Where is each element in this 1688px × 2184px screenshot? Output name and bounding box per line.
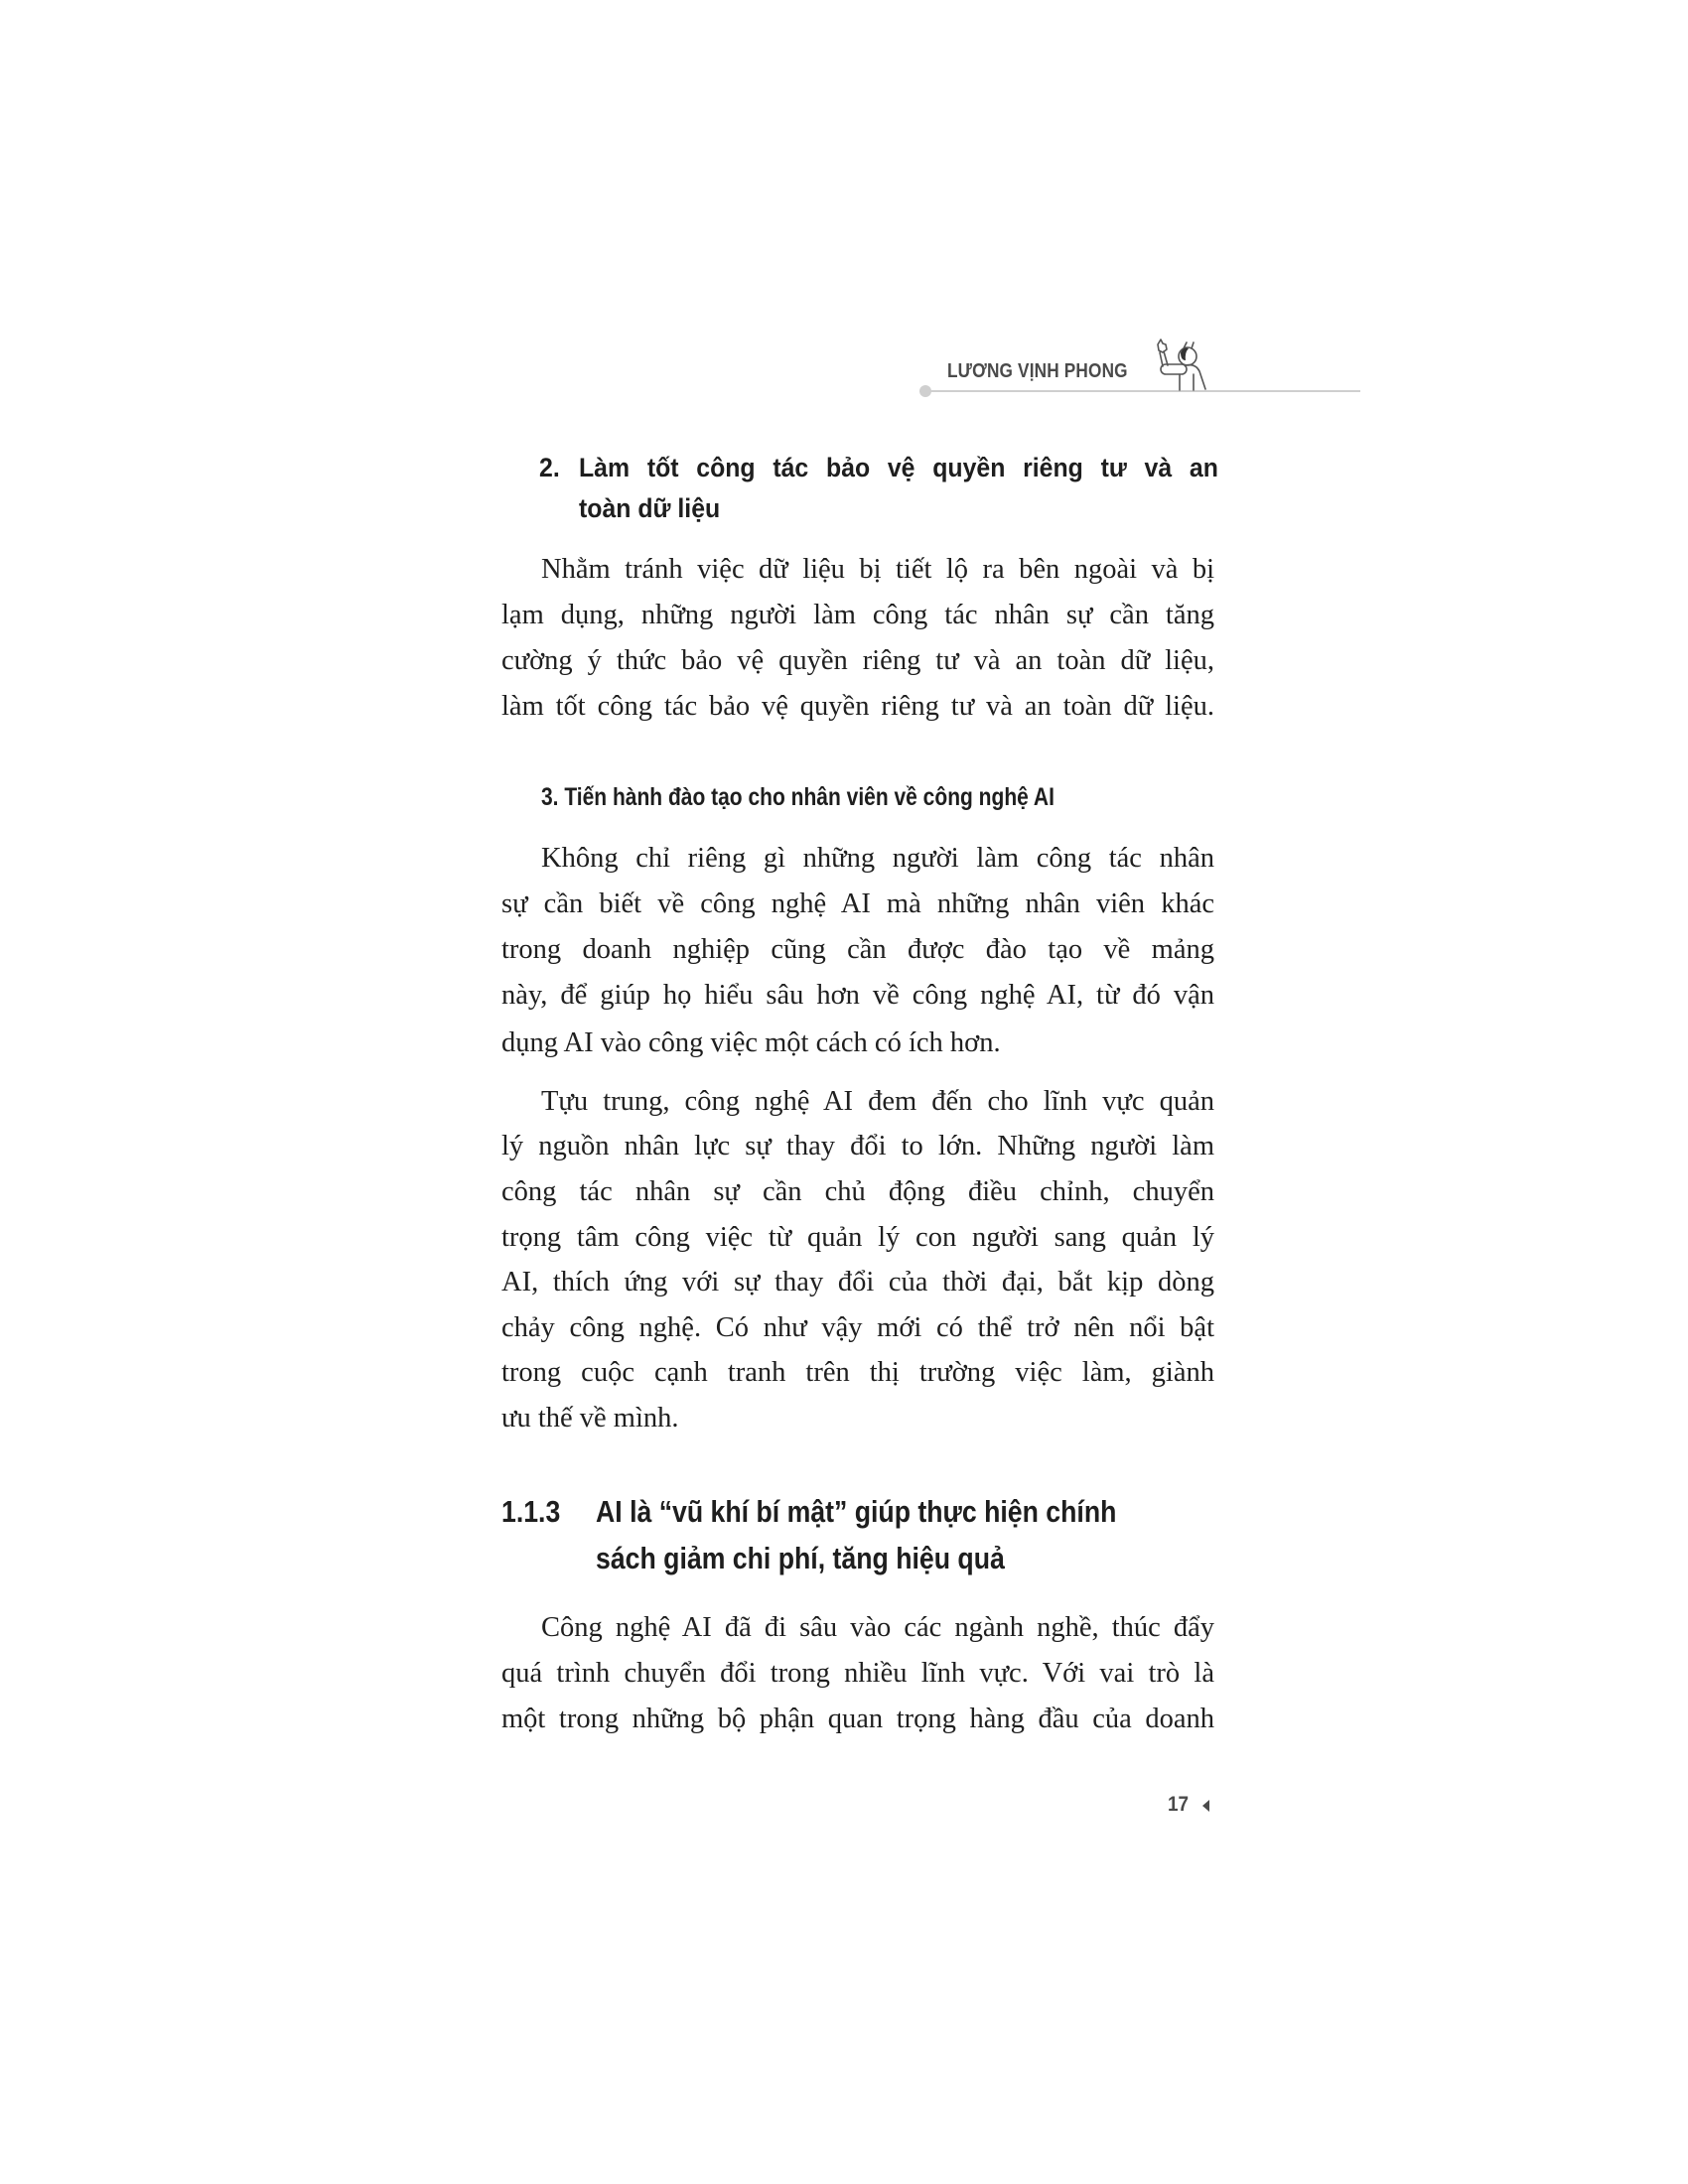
heading-word: riêng xyxy=(1023,453,1083,482)
heading-word: an xyxy=(1189,453,1218,482)
paragraph-line: Công nghệ AI đã đi sâu vào các ngành nghề, thúc đẩy xyxy=(541,1612,1214,1643)
paragraph-line: công tác nhân sự cần chủ động điều chỉnh, chuyển xyxy=(501,1176,1214,1207)
robot-pointing-icon xyxy=(1154,339,1217,392)
heading-word: tư xyxy=(1100,453,1127,482)
section-heading-113-line-2: sách giảm chi phí, tăng hiệu quả xyxy=(596,1541,1005,1575)
header-author: LƯƠNG VỊNH PHONG xyxy=(947,360,1128,382)
paragraph-line: này, để giúp họ hiểu sâu hơn về công nghệ AI, từ đó vận xyxy=(501,980,1214,1011)
heading-word: tốt xyxy=(646,453,679,482)
paragraph-line: sự cần biết về công nghệ AI mà những nhân viên khác xyxy=(501,888,1214,919)
paragraph-line: trọng tâm công việc từ quản lý con người sang quản lý xyxy=(501,1222,1214,1253)
heading-word: quyền xyxy=(932,453,1006,482)
heading-word: công xyxy=(696,453,756,482)
heading-word: Làm xyxy=(579,453,631,482)
paragraph-line: lý nguồn nhân lực sự thay đổi to lớn. Những người làm xyxy=(501,1131,1214,1161)
section-heading-2-line-2: toàn dữ liệu xyxy=(579,493,721,523)
triangle-left-icon xyxy=(1202,1800,1209,1812)
paragraph-line: Nhằm tránh việc dữ liệu bị tiết lộ ra bên ngoài và bị xyxy=(541,554,1214,585)
paragraph-line: Không chỉ riêng gì những người làm công tác nhân xyxy=(541,843,1214,874)
paragraph-line: dụng AI vào công việc một cách có ích hơn. xyxy=(501,1027,1001,1058)
section-heading-113-line-1: AI là “vũ khí bí mật” giúp thực hiện chính xyxy=(596,1494,1117,1529)
section-heading-2-line-1 xyxy=(579,452,1218,483)
paragraph-line: chảy công nghệ. Có như vậy mới có thể trở nên nổi bật xyxy=(501,1312,1214,1343)
paragraph-line: một trong những bộ phận quan trọng hàng đầu của doanh xyxy=(501,1704,1214,1734)
paragraph-line: Tựu trung, công nghệ AI đem đến cho lĩnh vực quản xyxy=(541,1086,1214,1117)
header-rule xyxy=(927,390,1360,392)
section-heading-3: 3. Tiến hành đào tạo cho nhân viên về công nghệ AI xyxy=(541,783,1055,811)
paragraph-line: làm tốt công tác bảo vệ quyền riêng tư và an toàn dữ liệu. xyxy=(501,691,1214,722)
paragraph-line: ưu thế về mình. xyxy=(501,1403,679,1433)
paragraph-line: trong cuộc cạnh tranh trên thị trường việc làm, giành xyxy=(501,1357,1214,1388)
paragraph-line: lạm dụng, những người làm công tác nhân sự cần tăng xyxy=(501,600,1214,630)
page-number: 17 xyxy=(1168,1793,1190,1816)
section-number: 1.1.3 xyxy=(501,1494,561,1529)
paragraph-line: quá trình chuyển đổi trong nhiều lĩnh vực. Với vai trò là xyxy=(501,1658,1214,1689)
heading-word: và xyxy=(1144,453,1173,482)
heading-word: vệ xyxy=(887,453,915,482)
section-number: 2. xyxy=(539,453,560,482)
paragraph-line: cường ý thức bảo vệ quyền riêng tư và an toàn dữ liệu, xyxy=(501,645,1214,676)
heading-word: tác xyxy=(773,453,809,482)
heading-word: bảo xyxy=(825,453,871,482)
paragraph-line: trong doanh nghiệp cũng cần được đào tạo về mảng xyxy=(501,934,1214,965)
running-header xyxy=(919,352,1366,400)
section-heading-2 xyxy=(539,452,560,483)
paragraph-line: AI, thích ứng với sự thay đổi của thời đại, bắt kịp dòng xyxy=(501,1267,1214,1297)
